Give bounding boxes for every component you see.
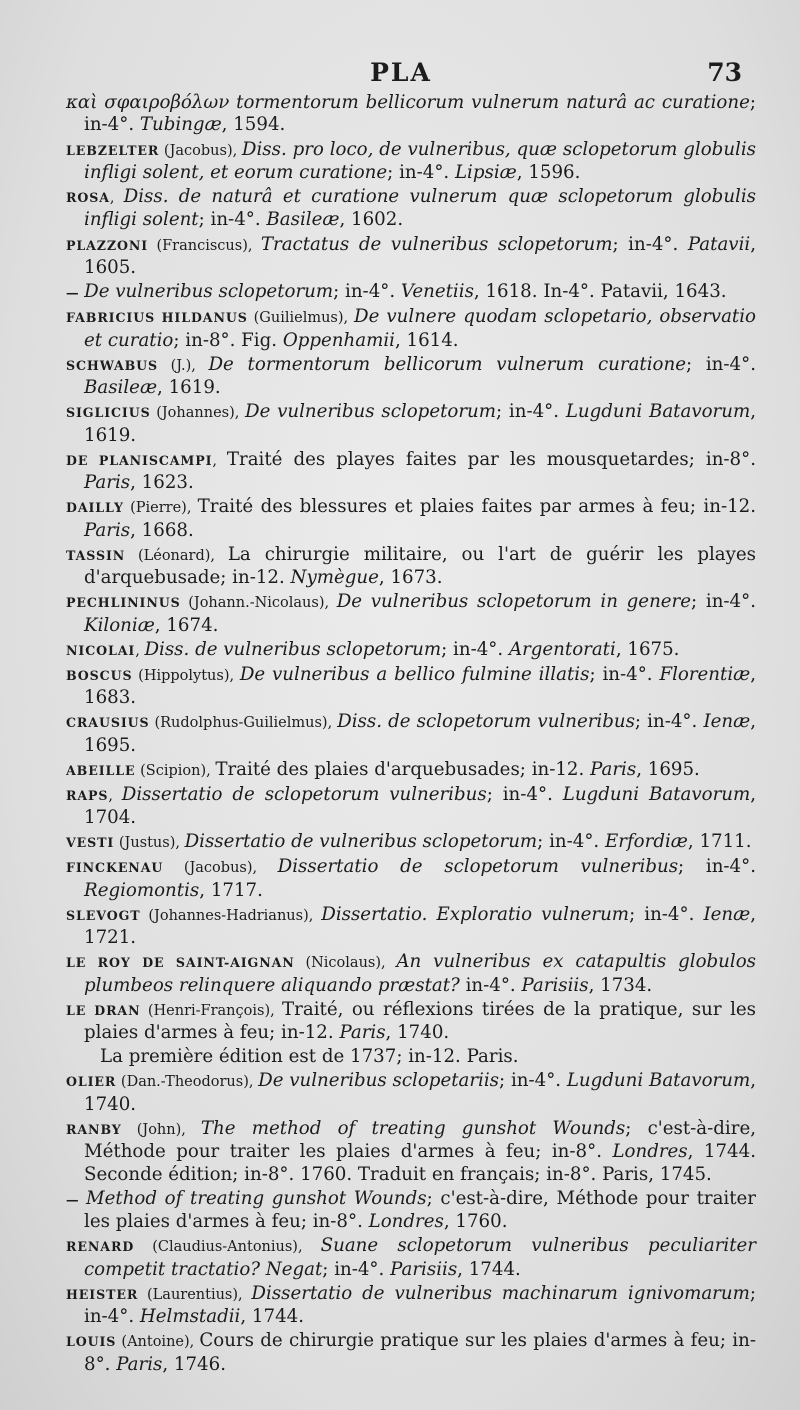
entry-year: , 1734. bbox=[588, 974, 653, 996]
entry-place: Paris bbox=[116, 1353, 163, 1375]
bibliography-entry bbox=[66, 306, 756, 352]
entry-imprint: ; in-8°. Fig. bbox=[173, 329, 283, 351]
entry-year: , 1619. bbox=[84, 401, 757, 446]
bibliography-entry bbox=[66, 354, 756, 400]
entry-place: Paris bbox=[590, 758, 637, 780]
bibliography-entry bbox=[66, 544, 756, 590]
entry-imprint: ; in-8°. bbox=[688, 448, 757, 470]
bibliography-entry bbox=[66, 784, 756, 830]
entry-given-name: (Nicolaus), bbox=[294, 955, 397, 972]
entry-imprint: ; in-4°. bbox=[691, 591, 757, 613]
entry-given-name: (Johannes), bbox=[150, 405, 245, 422]
entry-place: Ienæ bbox=[703, 711, 751, 733]
entry-author: VESTI bbox=[66, 835, 115, 851]
bibliography-entry bbox=[66, 951, 756, 997]
entry-year: , 1704. bbox=[84, 783, 757, 829]
bibliography-entry bbox=[66, 639, 756, 662]
entry-imprint: ; in-12. bbox=[269, 1022, 340, 1044]
entry-title: De tormentorum bellicorum vulnerum curatione bbox=[208, 353, 686, 375]
entry-title: Dissertatio de vulneribus machinarum ignivomarum bbox=[251, 1282, 750, 1304]
entry-given-name: (Scipion), bbox=[135, 762, 216, 779]
entry-place: Ienæ bbox=[703, 903, 751, 925]
entry-imprint: ; in-4°. bbox=[612, 233, 688, 255]
entry-place: Basileæ bbox=[84, 377, 158, 398]
entry-place: Londres bbox=[612, 1141, 688, 1163]
entry-imprint: ; in-4°. bbox=[198, 209, 267, 231]
entry-author: LOUIS bbox=[66, 1334, 117, 1350]
entry-given-name: (Franciscus), bbox=[148, 237, 261, 254]
entry-title: Cours de chirurgie pratique sur les plaies d'armes à feu bbox=[199, 1330, 720, 1352]
entry-year: , 1717. bbox=[199, 879, 263, 901]
entry-title: De vulneribus sclopetorum bbox=[84, 281, 334, 302]
entry-year: , 1668. bbox=[130, 519, 194, 541]
entry-year: , 1711. bbox=[687, 831, 752, 853]
bibliography-entry bbox=[66, 92, 756, 137]
entry-author: — bbox=[66, 1191, 80, 1207]
entry-place: Kiloniæ bbox=[84, 614, 155, 636]
entry-author: LE DRAN bbox=[66, 1002, 141, 1018]
entry-place: Paris bbox=[84, 472, 131, 493]
entry-given-name: (Léonard), bbox=[125, 547, 228, 564]
entry-year: , 1602. bbox=[339, 209, 404, 231]
bibliography-entry bbox=[66, 234, 756, 280]
entry-imprint: ; in-4°. bbox=[499, 1070, 567, 1092]
bibliography-entry bbox=[66, 496, 756, 542]
bibliography-entry bbox=[66, 904, 756, 950]
entry-year: , 1605. bbox=[84, 233, 756, 278]
entry-year: , 1744. bbox=[457, 1258, 521, 1280]
entry-year: , 1695. bbox=[84, 711, 756, 756]
bibliography-entry bbox=[66, 186, 756, 232]
entry-year: , 1746. bbox=[162, 1353, 226, 1375]
entry-imprint: ; in-4°. bbox=[589, 663, 660, 685]
entry-author: SIGLICIUS bbox=[66, 405, 151, 421]
entry-imprint: ; in-4°. bbox=[441, 638, 509, 660]
entry-year: , 1674. bbox=[154, 614, 219, 636]
entry-author: SCHWABUS bbox=[66, 357, 159, 373]
entry-author: PLAZZONI bbox=[66, 237, 149, 253]
entry-given-name: (Antoine), bbox=[116, 1334, 200, 1351]
entry-title: Dissertatio de sclopetorum vulneribus bbox=[121, 783, 487, 805]
entry-place: Argentorati bbox=[508, 638, 616, 660]
entry-author: HEISTER bbox=[66, 1286, 139, 1302]
entry-title: Dissertatio. Exploratio vulnerum bbox=[321, 903, 630, 925]
entry-title: Traité, ou réflexions tirées de la pratique, sur les plaies d'armes à feu bbox=[84, 998, 756, 1044]
entry-given-name: (Dan.-Theodorus), bbox=[116, 1074, 259, 1091]
entry-year: , 1744. bbox=[240, 1306, 304, 1328]
entry-given-name: (J.), bbox=[158, 357, 209, 374]
entry-imprint: ; in-4°. bbox=[486, 783, 563, 805]
entry-author: ABEILLE bbox=[66, 762, 136, 778]
entry-place: Parisiis bbox=[390, 1258, 458, 1280]
entry-year: , 1619. bbox=[157, 377, 221, 398]
entry-given-name: (Johannes-Hadrianus), bbox=[140, 907, 322, 924]
entry-given-name: (Rudolphus-Guilielmus), bbox=[149, 715, 338, 732]
entry-imprint: ; in-8°. bbox=[84, 1330, 756, 1375]
entry-imprint: ; in-12. bbox=[689, 496, 757, 518]
entry-place: Paris bbox=[339, 1022, 386, 1044]
entry-title: Traité des blessures et plaies faites par armes à feu bbox=[197, 496, 690, 518]
entry-imprint: ; in-4°. bbox=[629, 903, 704, 925]
bibliography-entry bbox=[66, 831, 756, 854]
bibliography-entry bbox=[66, 1070, 756, 1116]
entry-place: Londres bbox=[368, 1211, 444, 1233]
entry-year: , 1594. bbox=[221, 114, 286, 136]
entry-given-name: (Justus), bbox=[114, 835, 185, 852]
entry-title: De vulneribus sclopetariis bbox=[258, 1070, 500, 1092]
entry-year: , 1618. In-4°. Patavii, 1643. bbox=[473, 281, 727, 302]
entry-year: , 1614. bbox=[394, 329, 459, 351]
entry-given-name: (Claudius-Antonius), bbox=[134, 1239, 321, 1256]
bibliography-entry bbox=[66, 1330, 756, 1376]
bibliography-entry bbox=[66, 999, 756, 1045]
entry-given-name: (John), bbox=[121, 1121, 201, 1138]
entry-given-name: (Jacobus), bbox=[163, 860, 278, 877]
entry-title: Dissertatio de sclopetorum vulneribus bbox=[277, 856, 679, 878]
entry-place: Patavii bbox=[687, 233, 751, 255]
entry-imprint: ; in-4°. bbox=[333, 281, 401, 302]
entry-title: καὶ σφαιροβόλων tormentorum bellicorum vulnerum naturâ ac curatione bbox=[66, 92, 750, 113]
entry-title: La première édition est de 1737; in-12. Paris. bbox=[100, 1046, 519, 1068]
entry-given-name: , bbox=[212, 452, 227, 469]
entry-given-name: (Johann.-Nicolaus), bbox=[180, 595, 337, 612]
entry-title: Tractatus de vulneribus sclopetorum bbox=[260, 233, 613, 255]
entry-author: LEBZELTER bbox=[66, 142, 160, 158]
entry-author: CRAUSIUS bbox=[66, 715, 150, 731]
entry-place: Lugduni Batavorum bbox=[565, 401, 751, 423]
entry-title: De vulneribus sclopetorum in genere bbox=[336, 591, 691, 613]
bibliography-entry bbox=[66, 1235, 756, 1281]
entry-given-name: , bbox=[108, 787, 122, 804]
entry-year: , 1623. bbox=[130, 472, 194, 493]
entry-given-name: (Pierre), bbox=[123, 500, 198, 517]
entry-author: LE ROY DE SAINT-AIGNAN bbox=[66, 955, 295, 971]
entry-author: BOSCUS bbox=[66, 667, 133, 683]
running-title: PLA bbox=[370, 58, 432, 87]
entry-author: NICOLAI bbox=[66, 642, 136, 658]
entry-imprint: ; in-4°. bbox=[537, 831, 605, 853]
entry-imprint: in-4°. bbox=[459, 974, 522, 996]
entry-given-name: , bbox=[109, 190, 124, 206]
entry-title: Method of treating gunshot Wounds bbox=[86, 1187, 427, 1209]
entry-author: DE PLANISCAMPI bbox=[66, 452, 213, 468]
entry-given-name: (Laurentius), bbox=[138, 1286, 252, 1303]
entry-place: Lugduni Batavorum bbox=[566, 1070, 751, 1092]
entry-title: Suane sclopetorum vulneribus peculiariter competit tractatio? Negat bbox=[84, 1235, 757, 1280]
entry-title: Diss. pro loco, de vulneribus, quæ sclopetorum globulis infligi solent, et eorum curatione bbox=[84, 138, 756, 183]
bibliography-note bbox=[66, 1046, 756, 1068]
entry-year: , 1740. bbox=[84, 1070, 757, 1115]
entry-title: An vulneribus ex catapultis globulos plumbeos relinquere aliquando præstat? bbox=[84, 951, 756, 996]
entry-place: Helmstadii bbox=[139, 1306, 241, 1328]
entry-title: La chirurgie militaire, ou l'art de guérir les playes d'arquebusade bbox=[84, 543, 756, 588]
entry-given-name: , bbox=[135, 642, 145, 659]
entry-year: , 1596. bbox=[516, 161, 581, 183]
entry-title: Dissertatio de vulneribus sclopetorum bbox=[184, 831, 538, 853]
entry-year: , 1675. bbox=[615, 638, 680, 660]
entry-place: Lipsiæ bbox=[454, 161, 517, 183]
bibliography-entry bbox=[66, 759, 756, 782]
entry-imprint: ; in-12. bbox=[220, 567, 291, 588]
entry-given-name: (Henri-François), bbox=[140, 1002, 283, 1019]
entry-author: RAPS bbox=[66, 787, 109, 803]
entry-author: FABRICIUS HILDANUS bbox=[66, 310, 248, 326]
entry-year: , 1744. Seconde édition; in-8°. 1760. Traduit en français; in-8°. Paris, 1745. bbox=[84, 1141, 756, 1185]
entry-imprint: ; c'est-à-dire, Méthode pour traiter les plaies d'armes à feu; in-8°. bbox=[84, 1117, 756, 1163]
entry-place: Lugduni Batavorum bbox=[562, 783, 751, 805]
bibliography-entry bbox=[66, 664, 756, 710]
entry-imprint: ; in-4°. bbox=[496, 401, 566, 423]
entry-year: , 1740. bbox=[385, 1022, 450, 1044]
entry-author: — bbox=[66, 285, 80, 300]
entry-title: De vulnere quodam sclopetario, observatio et curatio bbox=[84, 306, 756, 351]
entry-author: ROSA bbox=[66, 190, 110, 205]
entry-author: SLEVOGT bbox=[66, 907, 141, 923]
entry-place: Basileæ bbox=[266, 209, 340, 231]
bibliography-entry bbox=[66, 1118, 756, 1186]
entry-author: TASSIN bbox=[66, 547, 126, 563]
entry-title: De vulneribus a bellico fulmine illatis bbox=[239, 663, 590, 685]
entry-year: , 1695. bbox=[636, 758, 700, 780]
entry-imprint: ; in-4°. bbox=[322, 1258, 391, 1280]
entry-author: DAILLY bbox=[66, 500, 124, 516]
entry-imprint: ; c'est-à-dire, Méthode pour traiter les plaies d'armes à feu; in-8°. bbox=[84, 1187, 756, 1233]
entry-year: , 1683. bbox=[84, 663, 757, 709]
bibliography-entry bbox=[66, 401, 756, 447]
bibliography-entry bbox=[66, 1283, 756, 1329]
entry-imprint: ; in-12. bbox=[519, 758, 591, 780]
entry-place: Regiomontis bbox=[84, 879, 200, 901]
entry-place: Venetiis bbox=[400, 281, 474, 302]
bibliography-entry bbox=[66, 591, 756, 637]
entry-title: Traité des playes faites par les mousquetardes bbox=[226, 448, 689, 470]
entry-imprint: ; in-4°. bbox=[84, 1282, 756, 1328]
entry-title: De vulneribus sclopetorum bbox=[244, 401, 497, 423]
entry-year: , 1760. bbox=[443, 1211, 508, 1233]
entry-imprint: ; in-4°. bbox=[634, 711, 704, 733]
entry-imprint: ; in-4°. bbox=[387, 161, 455, 183]
entry-given-name: (Jacobus), bbox=[159, 142, 242, 159]
entry-year: , 1673. bbox=[378, 567, 443, 588]
bibliography-entry bbox=[66, 281, 756, 304]
entry-title: The method of treating gunshot Wounds bbox=[200, 1117, 626, 1139]
entry-place: Oppenhamii bbox=[282, 329, 395, 351]
entry-imprint: ; in-4°. bbox=[685, 353, 756, 375]
entry-year: , 1721. bbox=[84, 903, 756, 949]
entry-author: RANBY bbox=[66, 1121, 122, 1137]
bibliography-entry bbox=[66, 449, 756, 495]
bibliography-entry bbox=[66, 856, 756, 902]
bibliography-entry bbox=[66, 139, 756, 185]
entry-author: OLIER bbox=[66, 1074, 117, 1090]
entry-place: Florentiæ bbox=[659, 663, 751, 685]
entry-author: FINCKENAU bbox=[66, 860, 164, 876]
running-head bbox=[60, 58, 742, 92]
entry-place: Tubingæ bbox=[139, 114, 222, 136]
entry-imprint: ; in-4°. bbox=[678, 856, 757, 878]
entry-place: Parisiis bbox=[521, 974, 589, 996]
entry-author: RENARD bbox=[66, 1239, 135, 1255]
entry-title: Diss. de vulneribus sclopetorum bbox=[144, 638, 442, 660]
entry-given-name: (Guilielmus), bbox=[247, 310, 355, 327]
bibliography-entry bbox=[66, 711, 756, 757]
entry-imprint: ; in-4°. bbox=[84, 92, 756, 136]
entry-place: Nymègue bbox=[290, 567, 379, 588]
bibliography-list bbox=[66, 92, 756, 1378]
entry-place: Erfordiæ bbox=[604, 831, 688, 853]
entry-title: Diss. de naturâ et curatione vulnerum quæ sclopetorum globulis infligi solent bbox=[84, 186, 757, 231]
bibliography-entry bbox=[66, 1188, 756, 1234]
entry-place: Paris bbox=[84, 519, 131, 541]
page-number: 73 bbox=[707, 58, 742, 87]
entry-title: Traité des plaies d'arquebusades bbox=[215, 758, 520, 780]
entry-author: PECHLININUS bbox=[66, 595, 181, 611]
entry-title: Diss. de sclopetorum vulneribus bbox=[337, 711, 635, 733]
entry-given-name: (Hippolytus), bbox=[132, 667, 240, 684]
